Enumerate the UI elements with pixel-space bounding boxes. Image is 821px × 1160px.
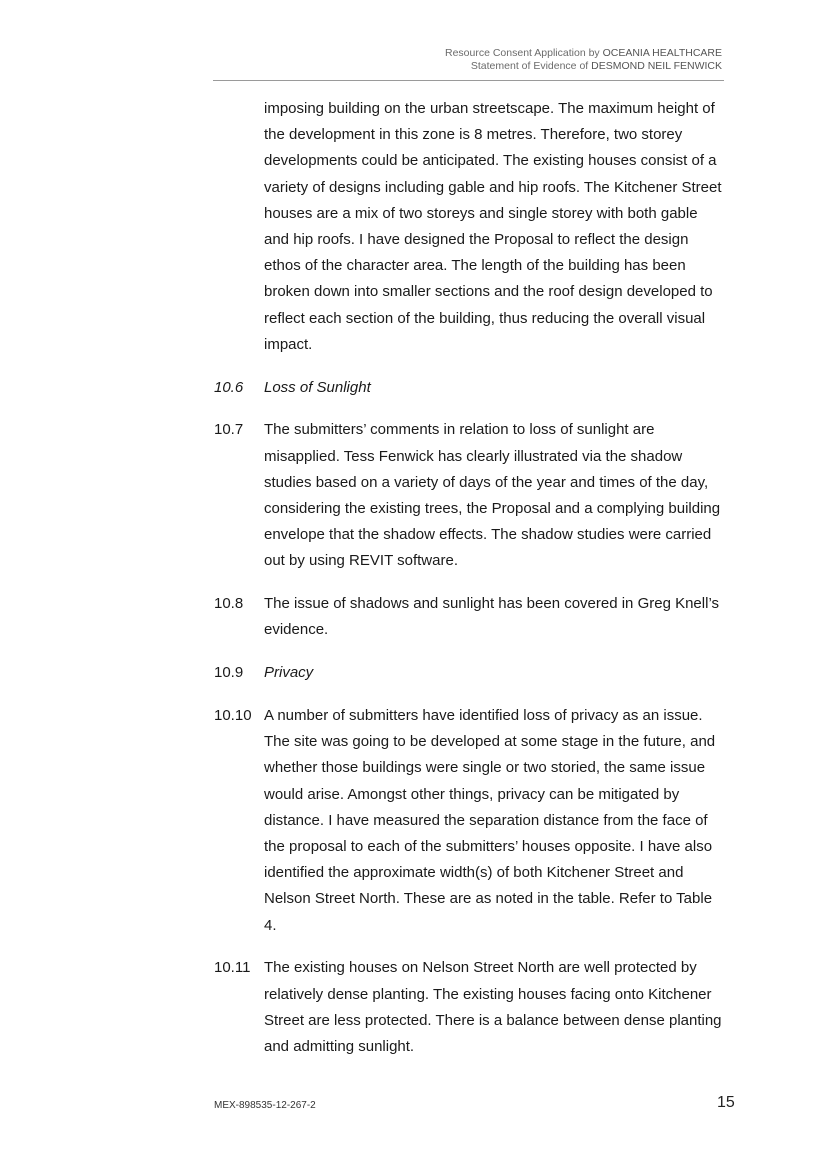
paragraph-10-10 <box>214 703 724 939</box>
paragraph-number: 10.7 <box>214 421 244 439</box>
paragraph-text: The existing houses on Nelson Street North are well protected by relatively dense planting. The existing houses facing onto Kitchener Street are less protected. There is a balance between dense planting and admitting sunlight. <box>264 959 722 1056</box>
paragraph-text: The issue of shadows and sunlight has been covered in Greg Knell’s evidence. <box>264 595 720 639</box>
paragraph-number: 10.9 <box>214 664 244 682</box>
paragraph-10-6 <box>214 375 724 401</box>
paragraph-text: A number of submitters have identified loss of privacy as an issue. The site was going to be developed at some stage in the future, and whether those buildings were single or two storied, the same issue would arise. Amongst other things, privacy can be mitigated by distance. I have measured the separation distance from the face of the proposal to each of the submitters’ houses opposite. I have also identified the approximate width(s) of both Kitchener Street and Nelson Street North. These are as noted in the table. Refer to Table 4. <box>264 707 716 934</box>
paragraph-number: 10.10 <box>214 707 252 725</box>
paragraph-10-8 <box>214 591 724 643</box>
paragraph-10-11 <box>214 955 724 1060</box>
page-number: 15 <box>717 1094 735 1111</box>
section-heading: Loss of Sunlight <box>264 378 371 396</box>
paragraph-continued <box>214 96 724 358</box>
document-reference: MEX-898535-12-267-2 <box>214 1100 316 1111</box>
document-body <box>214 96 724 1077</box>
header-line-1 <box>213 47 724 60</box>
header-line-2 <box>213 60 724 73</box>
paragraph-number: 10.6 <box>214 378 244 396</box>
paragraph-number: 10.11 <box>214 959 251 977</box>
header-witness-label: Statement of Evidence of <box>470 60 592 72</box>
header-applicant-name: OCEANIA HEALTHCARE <box>602 47 722 59</box>
paragraph-number: 10.8 <box>214 595 244 613</box>
section-heading: Privacy <box>264 664 314 682</box>
paragraph-text: The submitters’ comments in relation to loss of sunlight are misapplied. Tess Fenwick has clearly illustrated via the shadow studies based on a variety of days of the year and times of the day, considering the existing trees, the Proposal and a complying building envelope that the shadow effects. The shadow studies were carried out by using REVIT software. <box>264 421 721 570</box>
header-applicant-label: Resource Consent Application by <box>444 47 603 59</box>
paragraph-10-7 <box>214 417 724 574</box>
paragraph-10-9 <box>214 660 724 686</box>
paragraph-text: imposing building on the urban streetscape. The maximum height of the development in this zone is 8 metres. Therefore, two storey developments could be anticipated. The existing houses consist of a variety of designs including gable and hip roofs. The Kitchener Street houses are a mix of two storeys and single storey with both gable and hip roofs. I have designed the Proposal to reflect the design ethos of the character area. The length of the building has been broken down into smaller sections and the roof design developed to reflect each section of the building, thus reducing the overall visual impact. <box>264 100 722 353</box>
page-header <box>213 47 724 81</box>
header-witness-name: DESMOND NEIL FENWICK <box>591 60 722 72</box>
